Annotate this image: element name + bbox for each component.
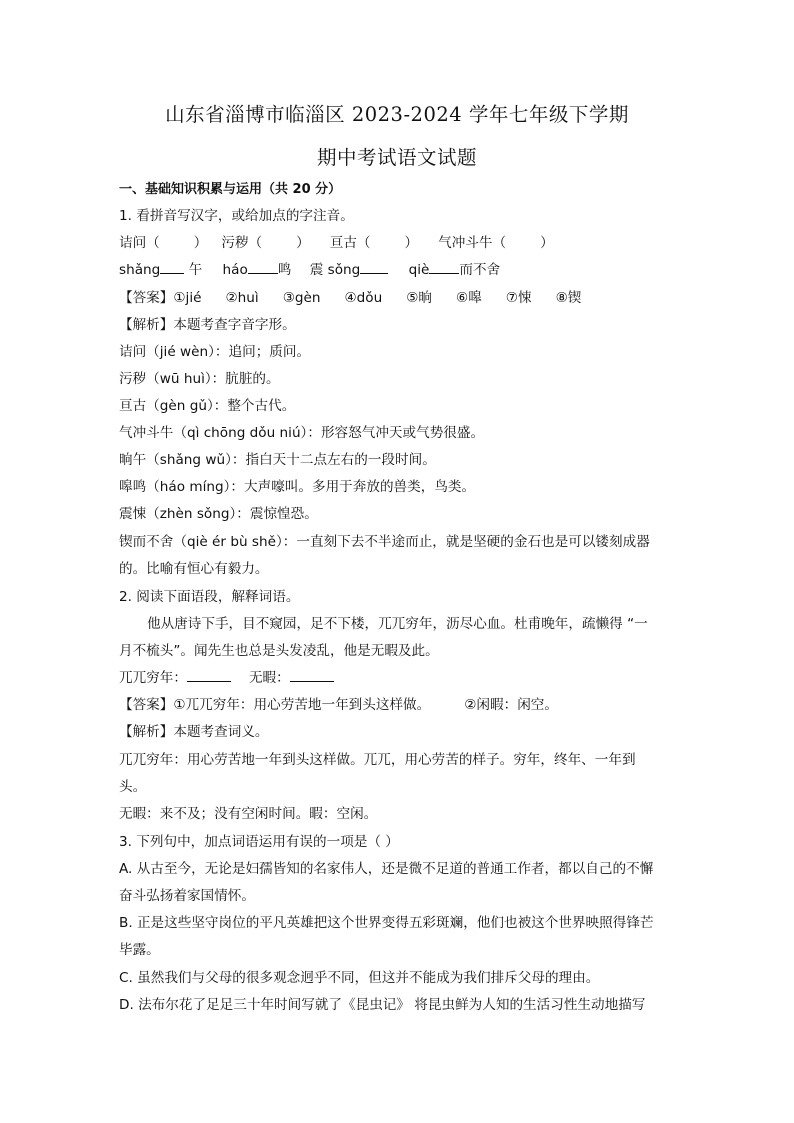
q2-explanation: 兀兀穷年：用心劳苦地一年到头这样做。兀兀，用心劳苦的样子。穷年，终年、一年到 xyxy=(119,752,636,768)
q1-explanation: 锲而不舍（qiè ér bù shě）：一直刻下去不半途而止，就是坚硬的金石也是可以镂刻成器 xyxy=(119,534,650,550)
q1-explanation: 晌午（shǎng wǔ）：指白天十二点左右的一段时间。 xyxy=(119,452,436,468)
q1-pinyin-2-char: 鸣 xyxy=(277,262,292,278)
blank-line xyxy=(360,261,388,274)
blank-line xyxy=(187,669,231,682)
q2-analysis-text: 本题考查词义。 xyxy=(173,724,269,740)
blank-line xyxy=(429,261,459,274)
q2-explanation: 无暇：来不及；没有空闲时间。暇：空闲。 xyxy=(119,806,378,822)
q3-option: 奋斗弘扬着家国情怀。 xyxy=(119,888,255,904)
q2-answer-2: ②闲暇：闲空。 xyxy=(464,697,558,713)
q3-option: 毕露。 xyxy=(119,942,160,958)
q1-explanation: 嗥鸣（háo míng）：大声嚎叫。多用于奔放的兽类，鸟类。 xyxy=(119,479,476,495)
q1-stem: 1. 看拼音写汉字，或给加点的字注音。 xyxy=(119,208,354,224)
q1-item-1-open: 诘问（ xyxy=(119,235,160,251)
q3-option: B. 正是这些坚守岗位的平凡英雄把这个世界变得五彩斑斓，他们也被这个世界映照得锋芒 xyxy=(119,915,654,931)
q1-answer-4: ④dǒu xyxy=(344,290,383,306)
q1-explanation: 震悚（zhèn sǒng）：震惊惶恐。 xyxy=(119,506,318,522)
document-title-line1: 山东省淄博市临淄区 2023-2024 学年七年级下学期 xyxy=(165,103,629,126)
q2-blank-label-1: 兀兀穷年： xyxy=(119,670,187,686)
q1-explanation: 气冲斗牛（qì chōng dǒu niú）：形容怒气冲天或气势很盛。 xyxy=(119,425,485,441)
q1-pinyin-4: qiè xyxy=(408,262,430,278)
q3-option: D. 法布尔花了足足三十年时间写就了《昆虫记》 将昆虫鲜为人知的生活习性生动地描写 xyxy=(119,997,646,1013)
q3-stem: 3. 下列句中，加点词语运用有误的一项是（ ） xyxy=(119,834,399,850)
q1-item-3-open: 亘古（ xyxy=(329,235,371,251)
q2-passage: 月不梳头”。闻先生也总是头发凌乱，他是无暇及此。 xyxy=(119,643,439,659)
section-heading: 一、基础知识积累与运用（共 20 分） xyxy=(119,182,342,197)
q1-item-1-close: ） xyxy=(193,235,208,251)
q1-pinyin-line xyxy=(119,261,500,279)
document-title-line2: 期中考试语文试题 xyxy=(316,146,477,169)
blank-line xyxy=(248,261,278,274)
analysis-label: 【解析】 xyxy=(119,317,174,333)
q1-item-3-close: ） xyxy=(404,235,419,251)
q1-item-2-close: ） xyxy=(296,235,310,251)
q1-answer-5: ⑤晌 xyxy=(406,290,433,306)
q1-item-2-open: 污秽（ xyxy=(221,235,263,251)
q1-pinyin-1-char: 午 xyxy=(188,262,203,278)
q1-explanation: 亘古（gèn gǔ）：整个古代。 xyxy=(119,398,296,414)
q1-items-line xyxy=(119,234,554,252)
q1-pinyin-1: shǎng xyxy=(119,262,161,278)
analysis-label: 【解析】 xyxy=(119,724,174,740)
q2-blank-line xyxy=(119,669,334,687)
q1-pinyin-2: háo xyxy=(222,262,248,278)
q2-stem: 2. 阅读下面语段，解释词语。 xyxy=(119,589,300,605)
q2-answer xyxy=(119,696,558,714)
q1-answer-7: ⑦悚 xyxy=(505,290,532,306)
answer-label: 【答案】 xyxy=(119,290,174,306)
q3-option: A. 从古至今，无论是妇孺皆知的名家伟人，还是微不足道的普通工作者，都以自己的不懈 xyxy=(119,861,654,877)
q1-explanation: 诘问（jié wèn）：追问；质问。 xyxy=(119,344,311,360)
q2-answer-1: ①兀兀穷年：用心劳苦地一年到头这样做。 xyxy=(173,697,431,713)
q1-answer-3: ③gèn xyxy=(282,290,321,306)
q1-answer xyxy=(119,289,581,307)
q1-answer-1: ①jié xyxy=(173,290,202,306)
q2-analysis xyxy=(119,723,269,741)
q1-answer-2: ②huì xyxy=(225,290,259,306)
q1-explanation: 的。比喻有恒心有毅力。 xyxy=(119,561,269,577)
q1-answer-6: ⑥嗥 xyxy=(456,290,482,306)
blank-line xyxy=(160,261,184,274)
q1-item-4-open: 气冲斗牛（ xyxy=(438,235,507,251)
q1-item-4-close: ） xyxy=(540,235,554,251)
q1-answer-8: ⑧锲 xyxy=(555,290,582,306)
blank-line xyxy=(290,669,334,682)
answer-label: 【答案】 xyxy=(119,697,174,713)
q2-blank-label-2: 无暇： xyxy=(248,670,290,686)
q2-passage: 他从唐诗下手，目不窥园，足不下楼，兀兀穷年，沥尽心血。杜甫晚年，疏懒得 “一 xyxy=(147,616,648,632)
q3-option: C. 虽然我们与父母的很多观念迥乎不同，但这并不能成为我们排斥父母的理由。 xyxy=(119,970,600,986)
q1-pinyin-4-chars: 而不舍 xyxy=(459,262,501,278)
q1-analysis xyxy=(119,316,296,334)
q1-explanation: 污秽（wū huì）：肮脏的。 xyxy=(119,371,280,387)
q1-pinyin-3: 震 sǒng xyxy=(309,262,361,278)
q2-explanation: 头。 xyxy=(119,779,147,795)
q1-analysis-text: 本题考查字音字形。 xyxy=(173,317,296,333)
